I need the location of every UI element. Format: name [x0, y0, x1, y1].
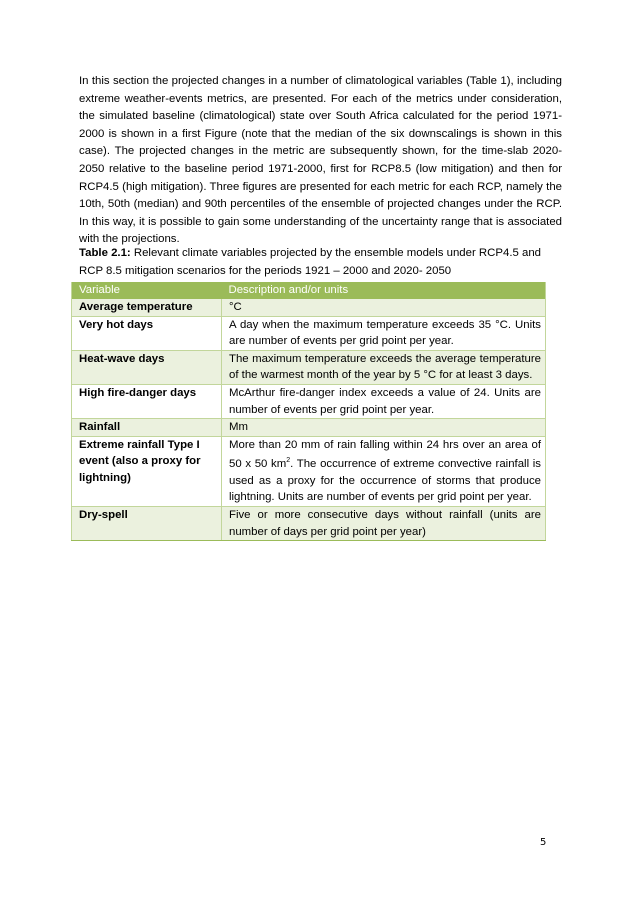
description-cell: [222, 436, 546, 506]
page-number: 5: [540, 837, 547, 848]
variable-cell: Extreme rainfall Type I event (also a proxy for lightning): [72, 436, 222, 506]
table-caption-text: Relevant climate variables projected by the ensemble models under RCP4.5 and RCP 8.5 mitigation scenarios for the periods 1921 – 2000 and 2020- 2050: [79, 247, 541, 277]
description-text: More than 20 mm of rain falling within 24 hrs over an area of 50 x 50 km: [229, 438, 541, 471]
table-row: [72, 350, 546, 384]
variable-cell: Very hot days: [72, 316, 222, 350]
variable-cell: Rainfall: [72, 419, 222, 437]
description-text: . The occurrence of extreme convective rainfall is used as a proxy for the occurrence of storms that produce lightning. Units are number of events per grid point per year.: [229, 458, 541, 504]
variable-cell: High fire-danger days: [72, 384, 222, 418]
description-cell: The maximum temperature exceeds the average temperature of the warmest month of the year by 5 °C for at least 3 days.: [222, 350, 546, 384]
variable-cell: Average temperature: [72, 299, 222, 316]
table-row: [72, 419, 546, 437]
variable-cell: Dry-spell: [72, 506, 222, 540]
description-cell: A day when the maximum temperature exceeds 35 °C. Units are number of events per grid point per year.: [222, 316, 546, 350]
table-row: [72, 436, 546, 506]
table-caption-label: Table 2.1:: [79, 247, 131, 259]
table-header-row: [72, 282, 546, 299]
table-caption: [79, 245, 562, 280]
description-cell: McArthur fire-danger index exceeds a value of 24. Units are number of events per grid point per year.: [222, 384, 546, 418]
body-paragraph: In this section the projected changes in a number of climatological variables (Table 1), including extreme weather-events metrics, are presented. For each of the metrics under consideration, the simulated baseline (climatological) state over South Africa calculated for the period 1971-2000 is shown in a first Figure (note that the median of the six downscalings is shown in this case). The projected changes in the metric are subsequently shown, for the time-slab 2020-2050 relative to the baseline period 1971-2000, first for RCP8.5 (low mitigation) and then for RCP4.5 (high mitigation). Three figures are presented for each metric for each RCP, namely the 10th, 50th (median) and 90th percentiles of the ensemble of projected changes under the RCP. In this way, it is possible to gain some understanding of the uncertainty range that is associated with the projections.: [79, 75, 562, 246]
climate-variables-table: [71, 282, 546, 541]
header-variable: Variable: [72, 282, 222, 299]
description-cell: Mm: [222, 419, 546, 437]
header-description: Description and/or units: [222, 282, 546, 299]
table-row: [72, 384, 546, 418]
description-cell: Five or more consecutive days without rainfall (units are number of days per grid point per year): [222, 506, 546, 540]
superscript-2: 2: [286, 457, 291, 465]
description-cell: °C: [222, 299, 546, 316]
variable-cell: Heat-wave days: [72, 350, 222, 384]
table-row: [72, 299, 546, 316]
table-row: [72, 316, 546, 350]
table-row: [72, 506, 546, 540]
